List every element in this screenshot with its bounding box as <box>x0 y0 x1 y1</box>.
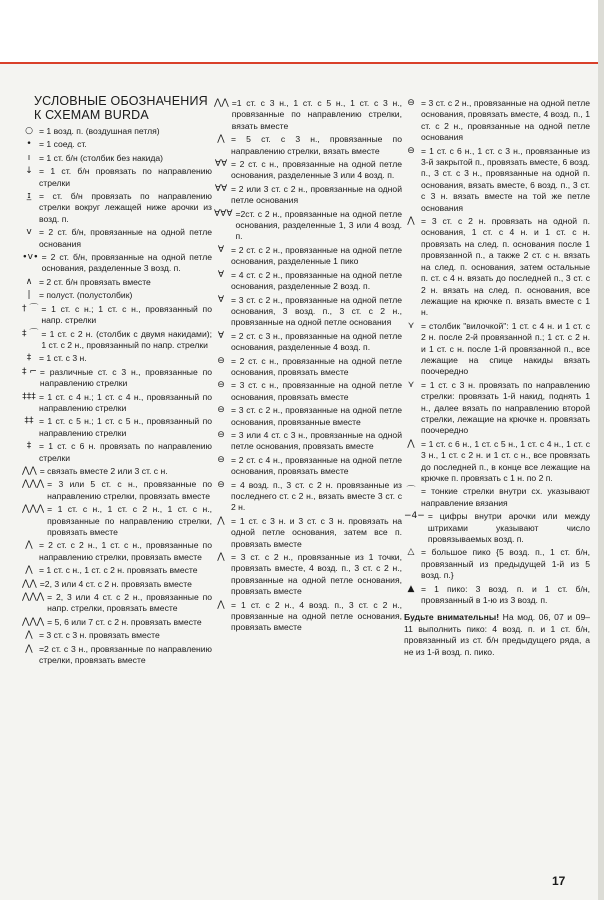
legend-text: = 1 ст. с 3 н. провязать по направлению стрелки: провязать 1-й накид, поднять 1 н., далее вязать по направлению второй стрелки, лежащие на крючке н. провязать поочередно <box>421 379 590 436</box>
legend-entry <box>22 166 212 189</box>
legend-text: = 3 ст. с н., провязанные на одной петле основания, провязать вместе <box>231 380 402 402</box>
legend-text: = 2 ст. с н., провязанные на одной петле основания, разделенные 3 или 4 возд. п. <box>231 159 402 181</box>
crochet-symbol-icon: ∀ <box>217 330 225 341</box>
page-top-margin <box>0 0 604 62</box>
crochet-symbol-icon: ⊖ <box>217 355 225 366</box>
crochet-symbol-icon: ⊖ <box>217 429 225 440</box>
legend-entry <box>22 353 212 364</box>
crochet-symbol-icon: ⋀ <box>217 515 225 526</box>
crochet-symbol-icon: ‡ <box>26 353 32 364</box>
legend-entry <box>22 191 212 225</box>
legend-entry <box>214 331 402 354</box>
crochet-symbol-icon: ⋀⋀⋀ <box>22 616 45 627</box>
legend-entry <box>404 547 590 581</box>
crochet-symbol-icon: ⊖ <box>217 454 225 465</box>
legend-text: = 2 ст. с 4 н., провязанные на одной петле основания, провязать вместе <box>231 454 402 477</box>
crochet-symbol-icon: ∀ <box>217 294 225 305</box>
legend-text: = большое пико {5 возд. п., 1 ст. б/н, провязанный из предыдущей 1-й из 5 возд. п.} <box>421 547 590 581</box>
legend-entry <box>214 245 402 268</box>
legend-text: = 1 ст. б/н (столбик без накида) <box>39 152 164 163</box>
legend-entry <box>404 216 590 319</box>
crochet-symbol-icon: v <box>26 227 32 238</box>
legend-text: = 2 ст. б/н, провязанные на одной петле основания <box>39 227 212 249</box>
legend-text: =1 ст. с 3 н., 1 ст. с 5 н., 1 ст. с 3 н., провязанные по направлению стрелки, вязать вместе <box>231 98 402 131</box>
legend-text: = 1 ст. с н., 1 ст. с 2 н., 1 ст. с н., провязанные по направлению стрелки, провязать вместе <box>47 504 212 537</box>
legend-text: = различные ст. с 3 н., провязанные по направлению стрелки <box>39 366 212 389</box>
legend-entry <box>22 617 212 628</box>
note-text: На мод. 06, 07 и 09–11 выполнить пико: 4 возд. п. и 1 ст. б/н, провязанный из ст. б/н предыдущего ряда, а не из 1-й возд. п. пико. <box>404 612 591 657</box>
legend-text: = 2 ст. б/н, провязанные на одной петле основания, разделенные 3 возд. п. <box>41 252 212 274</box>
legend-entry <box>214 270 402 293</box>
legend-entry <box>22 579 212 590</box>
legend-entry <box>22 592 212 615</box>
crochet-symbol-icon: ↓ <box>25 166 33 177</box>
legend-entry <box>22 644 212 667</box>
legend-text: = 2 ст. б/н провязать вместе <box>39 276 151 287</box>
crochet-symbol-icon: ⋎ <box>407 379 415 390</box>
crochet-symbol-icon: ⋀ <box>25 630 33 641</box>
legend-entry <box>22 392 212 415</box>
crochet-symbol-icon: ⋎ <box>407 320 415 331</box>
legend-entry <box>22 441 212 464</box>
legend-text: = 1 ст. б/н провязать по направлению стрелки <box>39 166 212 188</box>
crochet-symbol-icon: ‡‡‡ <box>22 391 36 402</box>
crochet-symbol-icon: ı <box>27 152 31 163</box>
legend-entry <box>214 455 402 478</box>
crochet-symbol-icon: ⋀⋀⋀ <box>22 504 45 515</box>
legend-entry <box>22 504 212 538</box>
legend-text: = цифры внутри арочки или между штрихами указывают число провязываемых возд. п. <box>427 511 590 545</box>
crochet-symbol-icon: ∀∀ <box>214 159 228 170</box>
legend-text: = 1 ст. с 3 н. и 3 ст. с 3 н. провязать на одной петле основания, затем все п. провязать вместе <box>231 515 402 549</box>
legend-text: = 2, 3 или 4 ст. с 2 н., провязанные по напр. стрелки, провязать вместе <box>47 592 212 614</box>
legend-text: = 1 соед. ст. <box>39 139 87 150</box>
crochet-symbol-icon: ⋀ <box>25 540 33 551</box>
crochet-symbol-icon: ∀ <box>217 244 225 255</box>
crochet-symbol-icon: ⋀⋀⋀ <box>22 592 45 603</box>
crochet-symbol-icon: ⋀ <box>217 599 225 610</box>
crochet-symbol-icon: ⋀⋀ <box>22 578 37 589</box>
legend-text: = 3 ст. с 2 н., провязанные из 1 точки, провязать вместе, 4 возд. п., 3 ст. с 2 н., провязанные на одной петле основания, провязать вместе <box>231 552 402 597</box>
legend-entry <box>214 356 402 379</box>
crochet-symbol-icon: | <box>27 290 31 301</box>
legend-entry <box>22 227 212 250</box>
legend-entry <box>22 126 212 137</box>
legend-text: = 3 ст. с 2 н., провязанные на одной петле основания, провязанные вместе <box>231 405 402 427</box>
page-edge <box>598 0 604 900</box>
legend-text: = 2 ст. с н., провязанные на одной петле основания, провязать вместе <box>231 355 402 377</box>
crochet-symbol-icon: ‡‡ <box>24 416 34 427</box>
legend-text: = 1 ст. с 6 н., 1 ст. с 5 н., 1 ст. с 4 н., 1 ст. с 3 н., 1 ст. с 2 н. и 1 ст. с н., все провязать до последней п., в конце все лежащие на крючке п. провязать с 1 н. по 2 п. <box>421 438 590 483</box>
crochet-symbol-icon: † ⌒ <box>22 303 39 314</box>
legend-entry <box>22 139 212 150</box>
legend-entry <box>214 209 402 243</box>
legend-entry <box>22 290 212 301</box>
legend-list-1 <box>22 126 212 666</box>
legend-entry <box>214 295 402 329</box>
legend-entry <box>214 480 402 514</box>
crochet-symbol-icon: ‡ ⌐ <box>22 366 37 377</box>
legend-text: = 4 возд. п., 3 ст. с 2 н. провязанные из последнего ст. с 2 н., вязать вместе 3 ст. с 2 н. <box>231 479 402 513</box>
legend-text: = 3 ст. с 2 н., провязанные на одной петле основания, провязать вместе, 4 возд. п., 1 ст. с 2 н., провязанные на одной петле основания <box>421 98 590 143</box>
legend-text: = 1 ст. с 6 н., 1 ст. с 3 н., провязанные из 3-й закрытой п., провязать вместе, 6 возд. п., 3 ст. с 3 н., провязанные на одной п. основания, вязать вместе, 6 возд. п., 3 ст. с 3 н. вязать вместе на той же петле основания <box>421 145 590 213</box>
legend-entry <box>22 304 212 327</box>
legend-entry <box>214 98 402 132</box>
legend-entry <box>22 565 212 576</box>
legend-entry <box>22 153 212 164</box>
legend-text: = 3 или 4 ст. с 3 н., провязанные на одной петле основания, провязать вместе <box>231 429 402 452</box>
legend-text: = 5, 6 или 7 ст. с 2 н. провязать вместе <box>47 616 202 627</box>
legend-entry <box>214 552 402 598</box>
legend-text: = столбик "вилочкой": 1 ст. с 4 н. и 1 ст. с 2 н. после 2-й провязанной п.; 1 ст. с 2 н. и 1 ст. с н. после 1-й провязанной п., все лежащие на спице накиды вязать поочередно <box>421 320 590 377</box>
legend-entry <box>214 405 402 428</box>
legend-entry <box>214 600 402 634</box>
attention-note <box>404 612 590 658</box>
legend-text: = тонкие стрелки внутри сх. указывают направление вязания <box>421 486 590 508</box>
legend-entry <box>22 329 212 352</box>
legend-entry <box>22 252 212 275</box>
legend-text: = 1 ст. с 6 н. провязать по направлению стрелки <box>39 441 212 463</box>
legend-entry <box>404 380 590 437</box>
legend-entry <box>22 416 212 439</box>
legend-entry <box>404 98 590 144</box>
crochet-symbol-icon: ⊖ <box>407 145 415 156</box>
crochet-symbol-icon: ⋀ <box>217 134 225 145</box>
legend-entry <box>404 321 590 378</box>
crochet-symbol-icon: ⋀⋀ <box>214 98 229 108</box>
legend-text: = 4 ст. с 2 н., провязанные на одной петле основания, разделенные 2 возд. п. <box>231 269 402 292</box>
legend-entry <box>22 466 212 477</box>
legend-text: = 1 ст. с н.; 1 ст. с н., провязанный по напр. стрелки <box>41 303 212 326</box>
legend-list-2 <box>214 98 402 634</box>
crochet-symbol-icon: −4− <box>404 511 425 522</box>
legend-text: =2, 3 или 4 ст. с 2 н. провязать вместе <box>39 578 192 589</box>
legend-text: = ст. б/н провязать по направлению стрелки вокруг лежащей ниже арочки из возд. п. <box>39 191 212 224</box>
crochet-symbol-icon: ɪ̲ <box>27 191 31 202</box>
legend-text: = 1 возд. п. (воздушная петля) <box>39 126 160 136</box>
crochet-symbol-icon: △ <box>407 547 415 558</box>
legend-entry <box>404 486 590 509</box>
legend-entry <box>404 146 590 214</box>
crochet-symbol-icon: ⋀ <box>407 438 415 449</box>
legend-text: = 1 ст. с 3 н. <box>39 353 87 364</box>
crochet-symbol-icon: ∙v∙ <box>22 252 39 263</box>
page-number: 17 <box>552 874 566 888</box>
crochet-symbol-icon: • <box>26 139 32 150</box>
legend-entry <box>214 184 402 207</box>
legend-entry <box>214 430 402 453</box>
legend-text: = 3 ст. с 2 н., провязанные на одной петле основания, 3 возд. п., 3 ст. с 2 н., провязанные на одной петле основания <box>231 294 402 328</box>
legend-list-3 <box>404 98 590 606</box>
legend-entry <box>22 277 212 288</box>
crochet-symbol-icon: ∀ <box>217 269 225 280</box>
legend-heading: УСЛОВНЫЕ ОБОЗНАЧЕНИЯ К СХЕМАМ BURDA <box>34 94 208 122</box>
legend-column-1 <box>22 94 212 668</box>
legend-column-2 <box>214 98 402 636</box>
legend-entry <box>214 134 402 157</box>
legend-text: = 2 ст. с 2 н., провязанные на одной петле основания, разделенные 1 пико <box>231 244 402 267</box>
legend-text: = 1 ст. с н., 1 ст. с 2 н. провязать вместе <box>39 565 198 576</box>
legend-text: = полуст. (полустолбик) <box>39 290 133 301</box>
legend-entry <box>22 540 212 563</box>
legend-entry <box>404 584 590 607</box>
legend-text: = 3 ст. с 3 н. провязать вместе <box>39 630 160 641</box>
crochet-symbol-icon: ‡ ⌒ <box>22 328 39 339</box>
legend-entry <box>214 380 402 403</box>
red-rule <box>0 62 604 64</box>
legend-text: = 1 ст. с 4 н.; 1 ст. с 4 н., провязанный по направлению стрелки <box>39 391 212 413</box>
legend-entry <box>404 511 590 545</box>
legend-text: = 2 ст. с 3 н., провязанные на одной петле основания, разделенные 4 возд. п. <box>231 330 402 353</box>
crochet-symbol-icon: ⋀ <box>25 565 33 576</box>
crochet-symbol-icon: ⋀ <box>25 643 33 654</box>
legend-entry <box>22 630 212 641</box>
legend-text: = 2 ст. с 2 н., 1 ст. с н., провязанные по направлению стрелки, провязать вместе <box>39 540 212 562</box>
legend-text: =2ст. с 2 н., провязанные на одной петле основания, разделенные 1, 3 или 4 возд. п. <box>235 208 402 242</box>
legend-text: = 2 или 3 ст. с 2 н., провязанные на одной петле основания <box>231 183 402 206</box>
crochet-symbol-icon: ⊖ <box>407 98 415 108</box>
crochet-symbol-icon: ⌒ <box>406 486 416 497</box>
legend-text: = 1 ст. с 2 н., 4 возд. п., 3 ст. с 2 н., провязанные на одной петле основания, провязать вместе <box>231 599 402 633</box>
legend-text: = 3 ст. с 2 н. провязать на одной п. основания, 1 ст. с 4 н. и 1 ст. с н. провязать на след. п. основания после 1 провязанной п., а также 2 ст. с н. вязать на след. п. основания, затем остальные п. ст. с 4 н. вязать до последней п., 3 ст. с 2 н. вязать на след. п. основания, все лежащие на крючке п. вязать вместе с 1 н. <box>421 216 590 318</box>
crochet-symbol-icon: ⋀⋀ <box>22 465 37 476</box>
legend-entry <box>22 367 212 390</box>
crochet-symbol-icon: ⊖ <box>217 479 225 490</box>
crochet-symbol-icon: ∀∀∀ <box>214 208 233 219</box>
legend-entry <box>404 439 590 485</box>
note-bold: Будьте внимательны! <box>404 612 500 623</box>
legend-entry <box>214 516 402 550</box>
crochet-symbol-icon: ▲ <box>407 583 415 594</box>
legend-entry <box>214 159 402 182</box>
legend-text: = 3 или 5 ст. с н., провязанные по направлению стрелки, провязать вместе <box>47 479 212 501</box>
crochet-symbol-icon: ‡ <box>26 441 32 452</box>
crochet-symbol-icon: ∧ <box>25 276 33 287</box>
crochet-symbol-icon: ⊖ <box>217 380 225 391</box>
legend-text: = связать вместе 2 или 3 ст. с н. <box>39 465 168 476</box>
crochet-symbol-icon: ⋀ <box>217 552 225 563</box>
legend-text: = 1 ст. с 2 н. (столбик с двумя накидами); 1 ст. с 2 н., провязанный по напр. стрелки <box>41 328 212 350</box>
legend-text: = 5 ст. с 3 н., провязанные по направлению стрелки, вязать вместе <box>231 134 402 156</box>
crochet-symbol-icon: ∀∀ <box>214 183 228 194</box>
legend-text: =2 ст. с 3 н., провязанные по направлению стрелки, провязать вместе <box>39 643 212 666</box>
crochet-symbol-icon: ⊖ <box>217 405 225 416</box>
legend-column-3 <box>404 98 590 658</box>
crochet-symbol-icon: ⋀⋀⋀ <box>22 479 45 490</box>
crochet-symbol-icon: ○ <box>25 126 33 136</box>
legend-entry <box>22 479 212 502</box>
legend-text: = 1 пико: 3 возд. п. и 1 ст. б/н, провязанный в 1-ю из 3 возд. п. <box>421 583 590 606</box>
legend-text: = 1 ст. с 5 н.; 1 ст. с 5 н., провязанный по направлению стрелки <box>39 416 212 438</box>
crochet-symbol-icon: ⋀ <box>407 216 415 227</box>
